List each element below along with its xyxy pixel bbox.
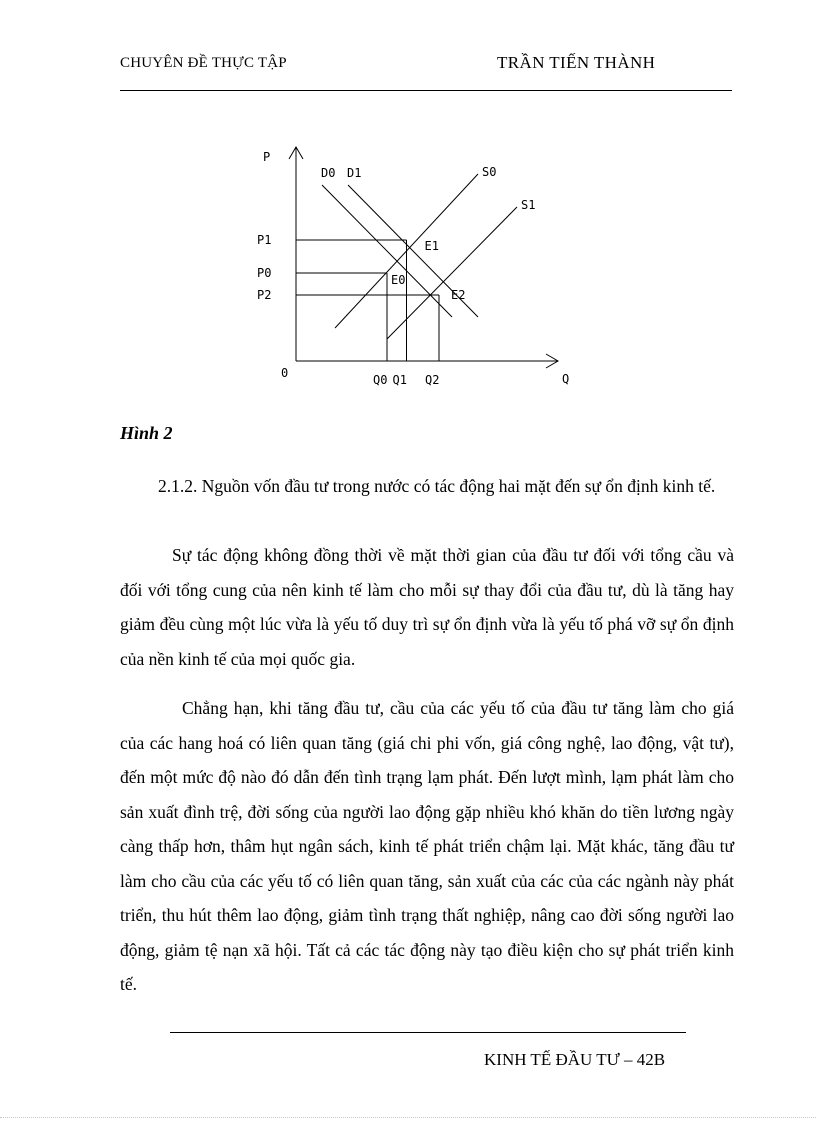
body-paragraph: Chẳng hạn, khi tăng đầu tư, cầu của các yếu tố của đầu tư tăng làm cho giá của các hang hoá có liên quan tăng (giá chi phi vốn, giá công nghệ, lao động, vật tư), đến một mức độ nào đó dẫn đến tình trạng lạm phát. Đến lượt mình, lạm phát làm cho sản xuất đình trệ, đời sống của người lao động gặp nhiều khó khăn do tiền lương ngày càng thấp hơn, thâm hụt ngân sách, kinh tế phát triển chậm lại. Mặt khác, tăng đầu tư làm cho cầu của các yếu tố có liên quan tăng, sản xuất của các của các ngành này phát triển, thu hút thêm lao động, giảm tình trạng thất nghiệp, nâng cao đời sống người lao động, giảm tệ nạn xã hội. Tất cả các tác động này tạo điều kiện cho sự phát triển kinh tế. bbox=[120, 698, 734, 994]
x-axis-label: Q bbox=[562, 372, 570, 386]
curve-label-s1: S1 bbox=[521, 198, 536, 212]
price-label-p1: P1 bbox=[257, 233, 272, 247]
footer-course-label: KINH TẾ ĐẦU TƯ – 42B bbox=[484, 1050, 666, 1069]
body-paragraph: Sự tác động không đồng thời về mặt thời gian của đầu tư đối với tổng cầu và đối với tổng cung của nên kinh tế làm cho mỗi sự thay đổi của đầu tư, dù là tăng hay giảm đều cùng một lúc vừa là yếu tố duy trì sự ổn định vừa là yếu tố phá vỡ sự ổn định của nền kinh tế của mọi quốc gia. bbox=[120, 545, 734, 669]
section-heading-paragraph: 2.1.2. Nguồn vốn đầu tư trong nước có tác động hai mặt đến sự ổn định kinh tế. bbox=[158, 476, 716, 496]
axes-group bbox=[289, 147, 558, 368]
quantity-label-q2: Q2 bbox=[425, 373, 440, 387]
header-author-name: TRẦN TIẾN THÀNH bbox=[497, 53, 656, 72]
y-axis-label: P bbox=[263, 150, 271, 164]
origin-label: 0 bbox=[281, 366, 289, 380]
equilibrium-guides bbox=[296, 240, 439, 361]
header-left-title: CHUYÊN ĐỀ THỰC TẬP bbox=[120, 55, 287, 71]
quantity-label-q0: Q0 bbox=[373, 373, 388, 387]
page-edge bbox=[0, 1117, 816, 1118]
chart-labels bbox=[257, 165, 535, 387]
figure-caption: Hình 2 bbox=[120, 423, 173, 443]
supply-demand-chart bbox=[240, 135, 600, 395]
price-label-p2: P2 bbox=[257, 288, 272, 302]
curve-label-d0: D0 bbox=[321, 166, 336, 180]
curve-label-s0: S0 bbox=[482, 165, 497, 179]
header-divider bbox=[120, 90, 732, 91]
equilibrium-label-e0: E0 bbox=[391, 273, 406, 287]
footer-divider bbox=[170, 1032, 686, 1033]
equilibrium-label-e2: E2 bbox=[451, 288, 466, 302]
quantity-label-q1: Q1 bbox=[392, 373, 407, 387]
price-label-p0: P0 bbox=[257, 266, 272, 280]
curve-label-d1: D1 bbox=[347, 166, 362, 180]
equilibrium-label-e1: E1 bbox=[424, 239, 439, 253]
curves-group bbox=[322, 174, 517, 339]
